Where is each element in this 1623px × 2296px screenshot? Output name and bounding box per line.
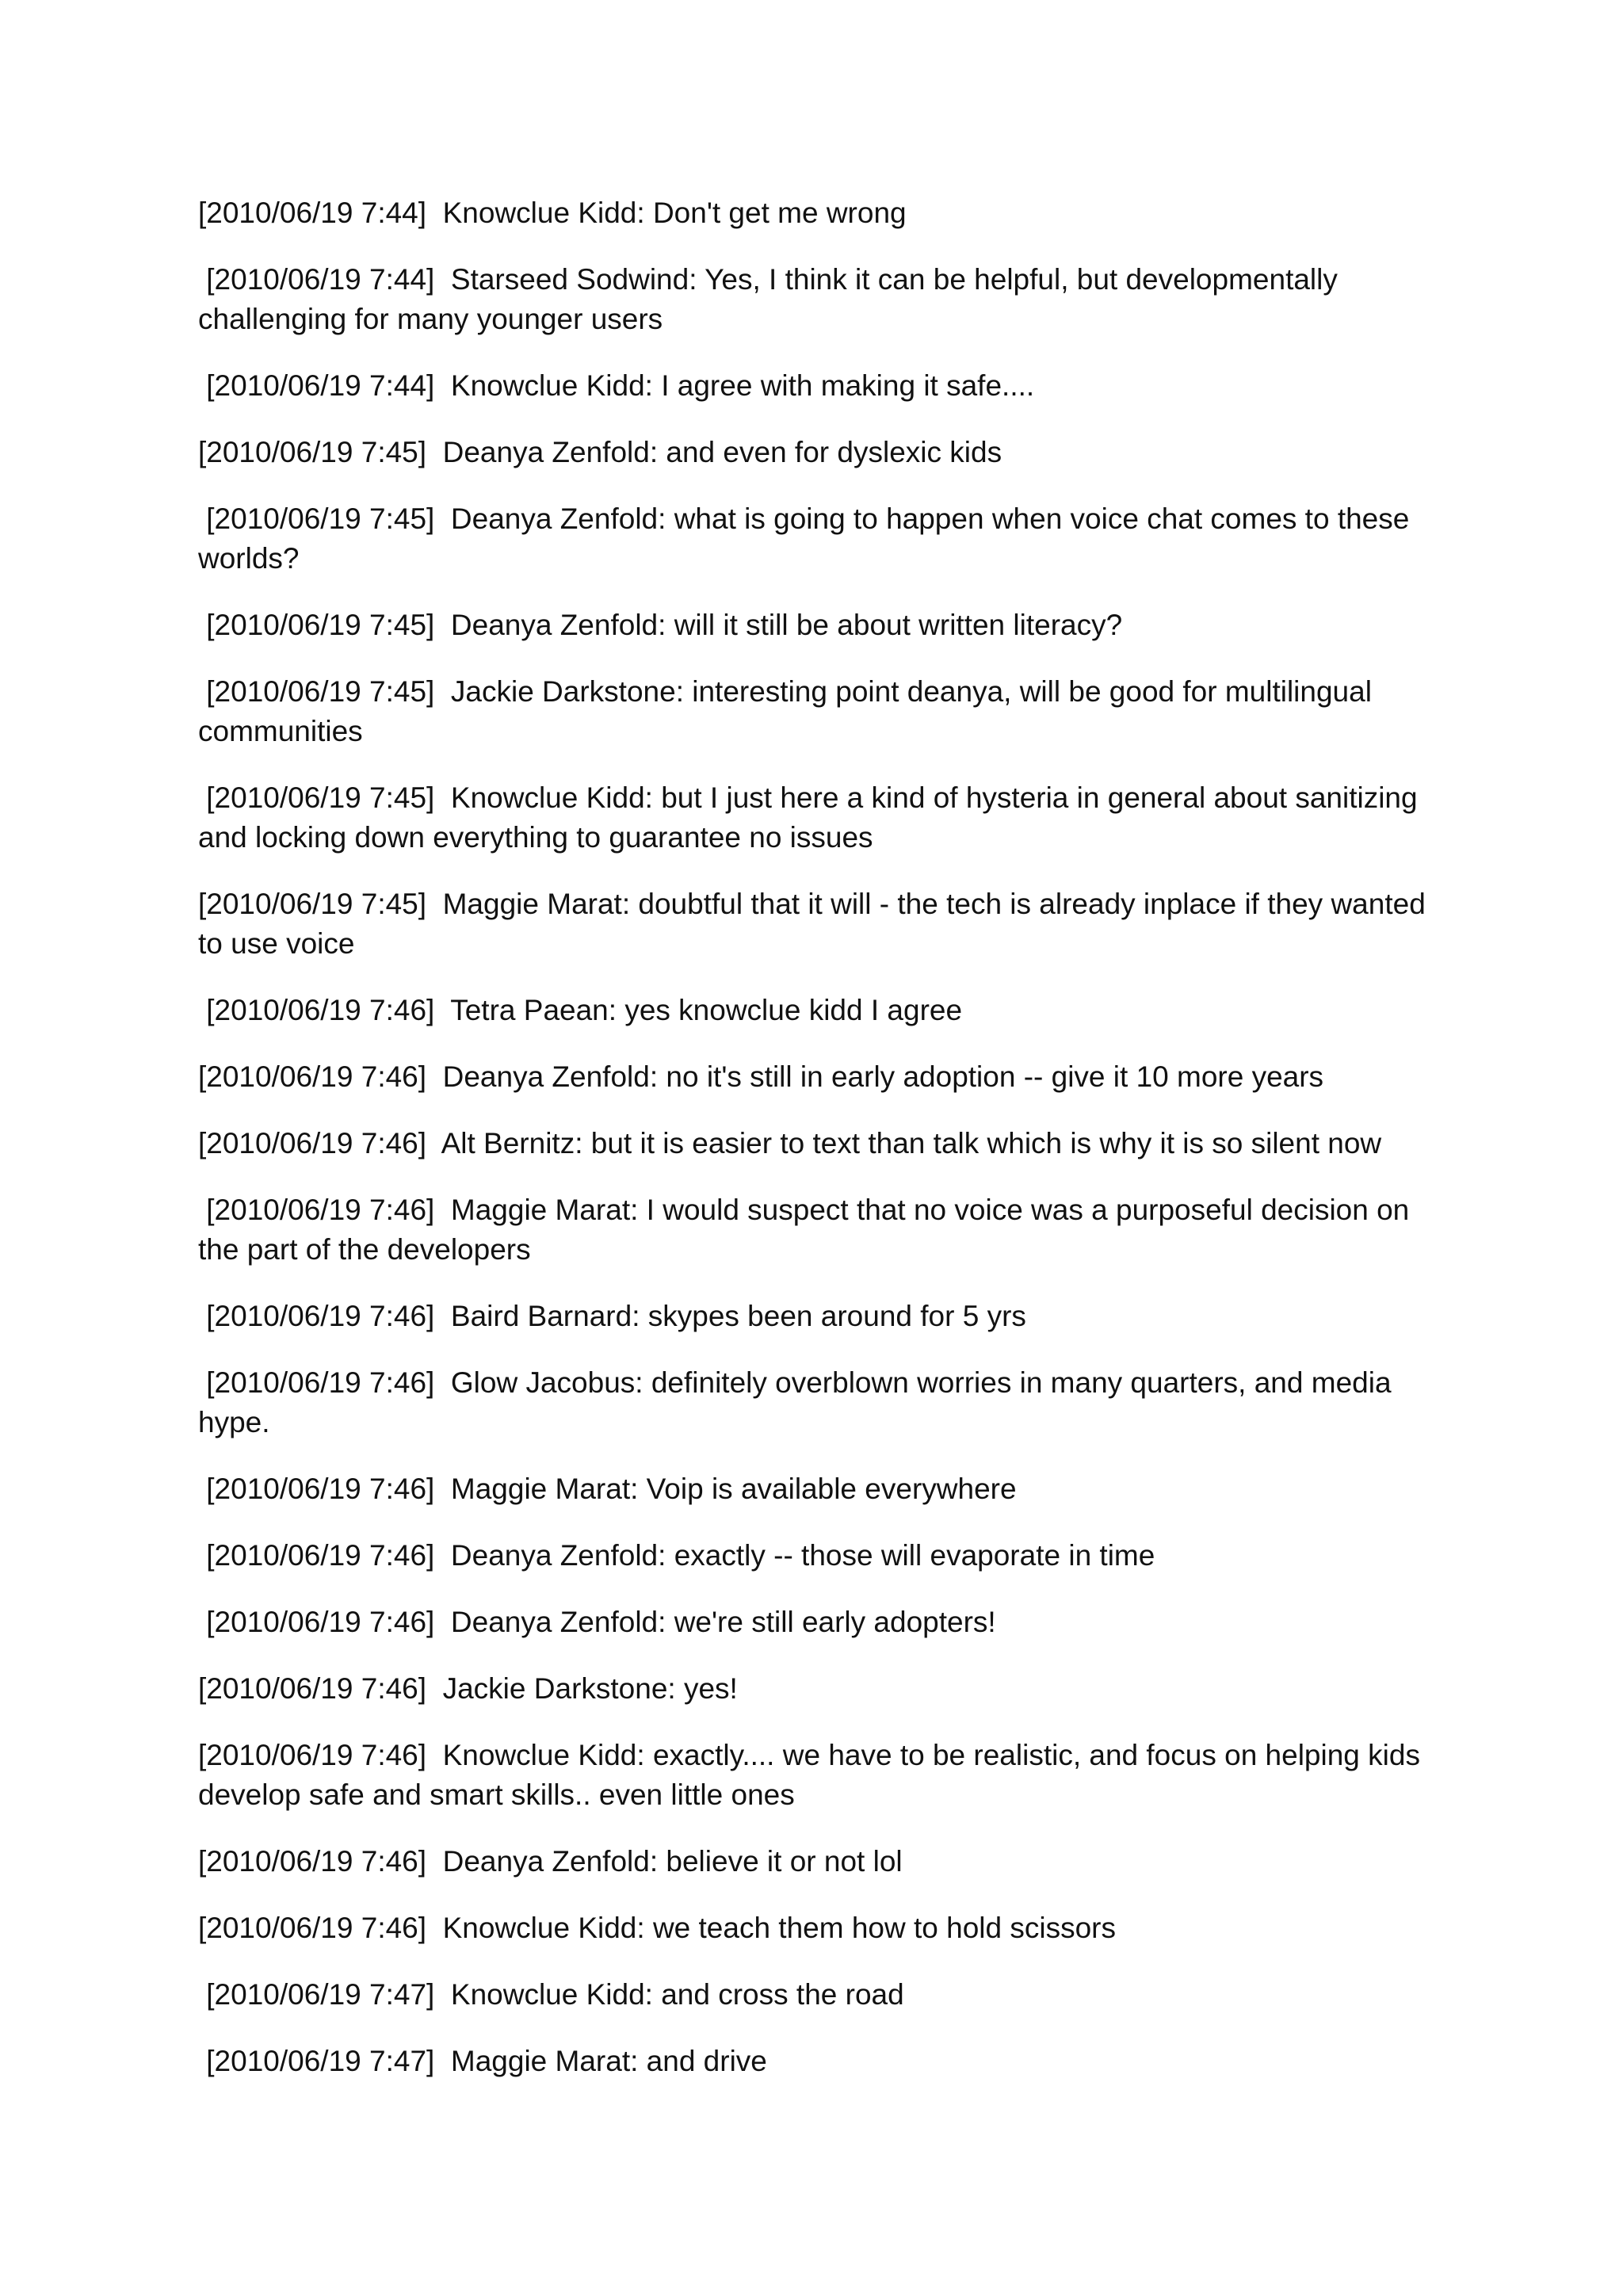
- entry-timestamp: [2010/06/19 7:44]: [206, 369, 435, 402]
- chat-entry: [2010/06/19 7:47] Knowclue Kidd: and cross the road: [206, 1978, 904, 2011]
- entry-message: what is going to happen when voice chat comes to these worlds?: [198, 502, 1410, 575]
- entry-timestamp: [2010/06/19 7:44]: [198, 197, 427, 229]
- entry-speaker: Maggie Marat: [450, 2045, 631, 2077]
- entry-speaker: Knowclue Kidd: [450, 369, 645, 402]
- chat-entry: [2010/06/19 7:44] Starseed Sodwind: Yes, I think it can be helpful, but developmentally challenging for many younger users: [198, 263, 1338, 335]
- entry-timestamp: [2010/06/19 7:46]: [198, 1127, 427, 1159]
- entry-speaker: Jackie Darkstone: [450, 675, 676, 708]
- entry-message: but I just here a kind of hysteria in general about sanitizing and locking down everything to guarantee no issues: [198, 781, 1418, 854]
- chat-entry: [2010/06/19 7:46] Alt Bernitz: but it is easier to text than talk which is why it is so silent now: [198, 1127, 1382, 1159]
- chat-entry: [2010/06/19 7:46] Maggie Marat: I would suspect that no voice was a purposeful decision on the part of the developers: [198, 1194, 1410, 1266]
- entry-timestamp: [2010/06/19 7:46]: [206, 1366, 435, 1399]
- chat-entry: [2010/06/19 7:45] Jackie Darkstone: interesting point deanya, will be good for multilingual communities: [198, 675, 1372, 747]
- chat-entry: [2010/06/19 7:45] Maggie Marat: doubtful that it will - the tech is already inplace if they wanted to use voice: [198, 888, 1426, 960]
- entry-speaker: Knowclue Kidd: [450, 781, 645, 814]
- entry-timestamp: [2010/06/19 7:46]: [206, 1473, 435, 1505]
- entry-speaker: Deanya Zenfold: [442, 436, 650, 468]
- entry-speaker: Maggie Marat: [442, 888, 622, 920]
- entry-timestamp: [2010/06/19 7:46]: [206, 994, 435, 1026]
- entry-timestamp: [2010/06/19 7:46]: [206, 1606, 435, 1638]
- entry-speaker: Knowclue Kidd: [442, 1739, 637, 1771]
- entry-timestamp: [2010/06/19 7:46]: [206, 1300, 435, 1332]
- entry-timestamp: [2010/06/19 7:45]: [206, 502, 435, 535]
- entry-speaker: Maggie Marat: [450, 1194, 631, 1226]
- chat-entry: [2010/06/19 7:46] Deanya Zenfold: exactly -- those will evaporate in time: [206, 1539, 1155, 1572]
- entry-speaker: Jackie Darkstone: [442, 1672, 668, 1705]
- entry-message: believe it or not lol: [666, 1845, 903, 1878]
- chat-entry: [2010/06/19 7:46] Maggie Marat: Voip is available everywhere: [206, 1473, 1017, 1505]
- entry-message: exactly -- those will evaporate in time: [674, 1539, 1155, 1572]
- entry-timestamp: [2010/06/19 7:46]: [198, 1912, 427, 1944]
- chat-entry: [2010/06/19 7:46] Knowclue Kidd: exactly.... we have to be realistic, and focus on helping kids develop safe and smart skills.. even little ones: [198, 1739, 1420, 1811]
- entry-message: Yes, I think it can be helpful, but developmentally challenging for many younger users: [198, 263, 1338, 335]
- entry-speaker: Knowclue Kidd: [450, 1978, 645, 2011]
- entry-message: interesting point deanya, will be good for multilingual communities: [198, 675, 1372, 747]
- entry-timestamp: [2010/06/19 7:45]: [198, 888, 427, 920]
- chat-entry: [2010/06/19 7:46] Tetra Paean: yes knowclue kidd I agree: [206, 994, 963, 1026]
- chat-entry: [2010/06/19 7:46] Deanya Zenfold: we're still early adopters!: [206, 1606, 996, 1638]
- chat-entry: [2010/06/19 7:46] Jackie Darkstone: yes!: [198, 1672, 738, 1705]
- entry-speaker: Alt Bernitz: [441, 1127, 575, 1159]
- entry-speaker: Knowclue Kidd: [442, 197, 637, 229]
- chat-entry: [2010/06/19 7:46] Knowclue Kidd: we teach them how to hold scissors: [198, 1912, 1116, 1944]
- entry-message: yes knowclue kidd I agree: [624, 994, 963, 1026]
- chat-entry: [2010/06/19 7:45] Knowclue Kidd: but I just here a kind of hysteria in general about sanitizing and locking down everything to guarantee no issues: [198, 781, 1418, 854]
- entry-timestamp: [2010/06/19 7:46]: [198, 1739, 427, 1771]
- entry-timestamp: [2010/06/19 7:46]: [198, 1672, 427, 1705]
- entry-speaker: Deanya Zenfold: [450, 609, 659, 641]
- entry-speaker: Knowclue Kidd: [442, 1912, 637, 1944]
- entry-message: yes!: [683, 1672, 738, 1705]
- entry-message: and even for dyslexic kids: [666, 436, 1002, 468]
- entry-timestamp: [2010/06/19 7:47]: [206, 1978, 435, 2011]
- entry-speaker: Deanya Zenfold: [450, 1539, 659, 1572]
- entry-speaker: Deanya Zenfold: [450, 1606, 659, 1638]
- entry-message: we're still early adopters!: [674, 1606, 996, 1638]
- chat-entry: [2010/06/19 7:46] Deanya Zenfold: no it's still in early adoption -- give it 10 more years: [198, 1060, 1324, 1093]
- entry-message: skypes been around for 5 yrs: [647, 1300, 1026, 1332]
- entry-message: I would suspect that no voice was a purposeful decision on the part of the developers: [198, 1194, 1410, 1266]
- entry-timestamp: [2010/06/19 7:45]: [206, 781, 435, 814]
- entry-speaker: Glow Jacobus: [450, 1366, 636, 1399]
- entry-speaker: Deanya Zenfold: [450, 502, 659, 535]
- entry-message: but it is easier to text than talk which is why it is so silent now: [590, 1127, 1382, 1159]
- entry-speaker: Deanya Zenfold: [442, 1845, 650, 1878]
- chat-entry: [2010/06/19 7:46] Deanya Zenfold: believe it or not lol: [198, 1845, 903, 1878]
- entry-message: no it's still in early adoption -- give it 10 more years: [666, 1060, 1324, 1093]
- entry-message: we teach them how to hold scissors: [652, 1912, 1116, 1944]
- entry-timestamp: [2010/06/19 7:45]: [198, 436, 427, 468]
- entry-timestamp: [2010/06/19 7:46]: [198, 1845, 427, 1878]
- entry-speaker: Deanya Zenfold: [442, 1060, 650, 1093]
- entry-timestamp: [2010/06/19 7:44]: [206, 263, 435, 296]
- entry-message: and cross the road: [661, 1978, 904, 2011]
- entry-speaker: Baird Barnard: [450, 1300, 632, 1332]
- entry-timestamp: [2010/06/19 7:47]: [206, 2045, 435, 2077]
- entry-timestamp: [2010/06/19 7:45]: [206, 609, 435, 641]
- chat-entry: [2010/06/19 7:45] Deanya Zenfold: and even for dyslexic kids: [198, 436, 1002, 468]
- chat-entry: [2010/06/19 7:45] Deanya Zenfold: will it still be about written literacy?: [206, 609, 1123, 641]
- chat-entry: [2010/06/19 7:44] Knowclue Kidd: I agree with making it safe....: [206, 369, 1035, 402]
- entry-message: Don't get me wrong: [652, 197, 907, 229]
- entry-timestamp: [2010/06/19 7:46]: [206, 1539, 435, 1572]
- chat-entry: [2010/06/19 7:45] Deanya Zenfold: what is going to happen when voice chat comes to these worlds?: [198, 502, 1410, 575]
- entry-timestamp: [2010/06/19 7:45]: [206, 675, 435, 708]
- entry-message: Voip is available everywhere: [646, 1473, 1017, 1505]
- chat-entry: [2010/06/19 7:47] Maggie Marat: and drive: [206, 2045, 767, 2077]
- entry-timestamp: [2010/06/19 7:46]: [206, 1194, 435, 1226]
- entry-message: will it still be about written literacy?: [674, 609, 1123, 641]
- entry-message: I agree with making it safe....: [661, 369, 1035, 402]
- chat-entry: [2010/06/19 7:44] Knowclue Kidd: Don't get me wrong: [198, 197, 907, 229]
- entry-message: exactly.... we have to be realistic, and focus on helping kids develop safe and smart skills.. even little ones: [198, 1739, 1420, 1811]
- chat-transcript: [198, 193, 1434, 2108]
- chat-entry: [2010/06/19 7:46] Glow Jacobus: definitely overblown worries in many quarters, and media hype.: [198, 1366, 1392, 1438]
- entry-speaker: Starseed Sodwind: [450, 263, 689, 296]
- entry-timestamp: [2010/06/19 7:46]: [198, 1060, 427, 1093]
- entry-speaker: Maggie Marat: [450, 1473, 631, 1505]
- chat-entry: [2010/06/19 7:46] Baird Barnard: skypes been around for 5 yrs: [206, 1300, 1026, 1332]
- entry-message: and drive: [646, 2045, 767, 2077]
- entry-speaker: Tetra Paean: [450, 994, 609, 1026]
- entry-message: definitely overblown worries in many quarters, and media hype.: [198, 1366, 1392, 1438]
- entry-message: doubtful that it will - the tech is already inplace if they wanted to use voice: [198, 888, 1426, 960]
